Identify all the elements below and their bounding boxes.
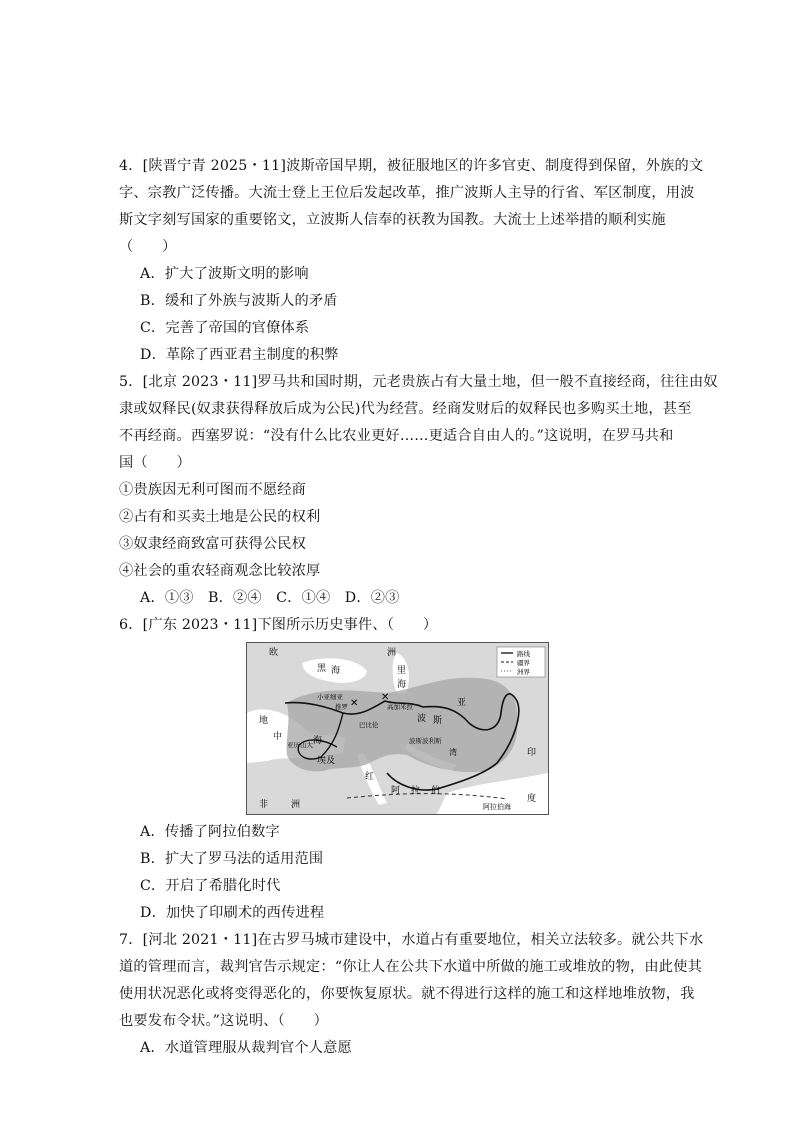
q6-option-d: D．加快了印刷术的西传进程 (140, 905, 325, 921)
label-bo: 波 (417, 714, 427, 724)
q5-stem-line-2: 隶或奴释民(奴隶获得释放后成为公民)代为经营。经商发财后的奴释民也多购买土地，甚至 (119, 401, 692, 417)
label-africa-2: 洲 (291, 800, 301, 810)
label-mediterranean-3: 海 (313, 736, 323, 746)
q7-stem-line-2: 道的管理而言，裁判官告示规定：“你让人在公共下水道中所做的施工或堆放的物，由此使其 (119, 959, 702, 975)
label-india-2: 度 (527, 794, 537, 804)
legend-route-label: 路线 (517, 650, 530, 658)
q4-option-d: D．革除了西亚君主制度的积弊 (140, 347, 339, 363)
label-alexandria: 亚历山大 (287, 741, 313, 749)
q6-stem: 6．[广东 2023・11]下图所示历史事件、（ ） (119, 617, 438, 633)
battle-mark-1: ✕ (350, 698, 359, 709)
label-tyre: 推罗 (335, 703, 348, 711)
q4-option-b: B．缓和了外族与波斯人的矛盾 (140, 293, 338, 309)
label-sea-2: 海 (397, 680, 407, 690)
label-persepolis: 波斯波利斯 (409, 737, 442, 745)
label-asia-minor: 小亚细亚 (317, 693, 343, 701)
q5-item-4: ④社会的重农轻商观念比较浓厚 (119, 563, 321, 579)
legend-continent-label: 洲界 (517, 668, 530, 676)
q6-option-a: A．传播了阿拉伯数字 (140, 824, 280, 840)
q5-item-1: ①贵族因无利可图而不愿经商 (119, 482, 307, 498)
q4-stem-line-3: 斯文字刻写国家的重要铭文，立波斯人信奉的祆教为国教。大流士上述举措的顺利实施 (119, 212, 666, 228)
label-babylon: 巴比伦 (359, 721, 379, 729)
label-arabia-3: 伯 (431, 786, 441, 796)
q4-option-c: C．完善了帝国的官僚体系 (140, 320, 310, 336)
label-caspian: 里 (397, 666, 407, 676)
label-asia: 亚 (457, 698, 467, 708)
q7-stem-line-4: 也要发布令状。”这说明、（ ） (119, 1013, 329, 1029)
label-africa-1: 非 (259, 800, 269, 810)
q7-stem-line-3: 使用状况恶化或将变得恶化的，你要恢复原状。就不得进行这样的施工和这样地堆放物，我 (119, 986, 695, 1002)
q4-stem-line-4: （ ） (119, 239, 177, 255)
label-arabia-1: 阿 (391, 786, 401, 796)
legend-border-label: 疆界 (517, 659, 530, 667)
q7-stem-line-1: 7．[河北 2021・11]在古罗马城市建设中，水道占有重要地位，相关立法较多。就公共下水 (119, 932, 704, 948)
label-mediterranean-2: 中 (273, 732, 283, 742)
alexander-campaign-map (246, 642, 549, 815)
label-red-sea: 红 (365, 772, 375, 782)
q6-option-b: B．扩大了罗马法的适用范围 (140, 851, 324, 867)
label-sea-1: 海 (331, 666, 341, 676)
q5-item-2: ②占有和买卖土地是公民的权利 (119, 509, 321, 525)
label-gaugamela: 高加米拉 (387, 703, 413, 711)
q6-option-c: C．开启了希腊化时代 (140, 878, 281, 894)
label-europe-2: 洲 (387, 648, 397, 658)
q4-stem-line-2: 字、宗教广泛传播。大流士登上王位后发起改革，推广波斯人主导的行省、军区制度，用波 (119, 185, 695, 201)
q4-option-a: A．扩大了波斯文明的影响 (140, 266, 309, 282)
label-india-1: 印 (527, 748, 537, 758)
label-gulf: 湾 (449, 748, 457, 757)
label-egypt: 埃及 (317, 756, 336, 766)
q5-stem-line-3: 不再经商。西塞罗说：“没有什么比农业更好……更适合自由人的。”这说明，在罗马共和 (119, 428, 674, 444)
q4-stem-line-1: 4．[陕晋宁青 2025・11]波斯帝国早期，被征服地区的许多官吏、制度得到保留，外族的文 (119, 158, 704, 174)
label-persia: 斯 (433, 716, 443, 726)
q5-stem-line-1: 5．[北京 2023・11]罗马共和国时期，元老贵族占有大量土地，但一般不直接经商，往往由奴 (119, 374, 718, 390)
label-europe-1: 欧 (269, 648, 279, 658)
battle-mark-2: ✕ (381, 692, 390, 703)
label-mediterranean-1: 地 (259, 716, 269, 726)
q5-item-3: ③奴隶经商致富可获得公民权 (119, 536, 307, 552)
label-arabia-2: 拉 (411, 786, 421, 796)
q5-options: A．①③ B．②④ C．①④ D．②③ (140, 590, 400, 606)
q5-stem-line-4: 国（ ） (119, 455, 191, 471)
label-arabian-sea: 阿拉伯海 (483, 803, 511, 811)
q7-option-a: A．水道管理服从裁判官个人意愿 (140, 1040, 352, 1056)
label-black-sea: 黑 (317, 664, 327, 674)
